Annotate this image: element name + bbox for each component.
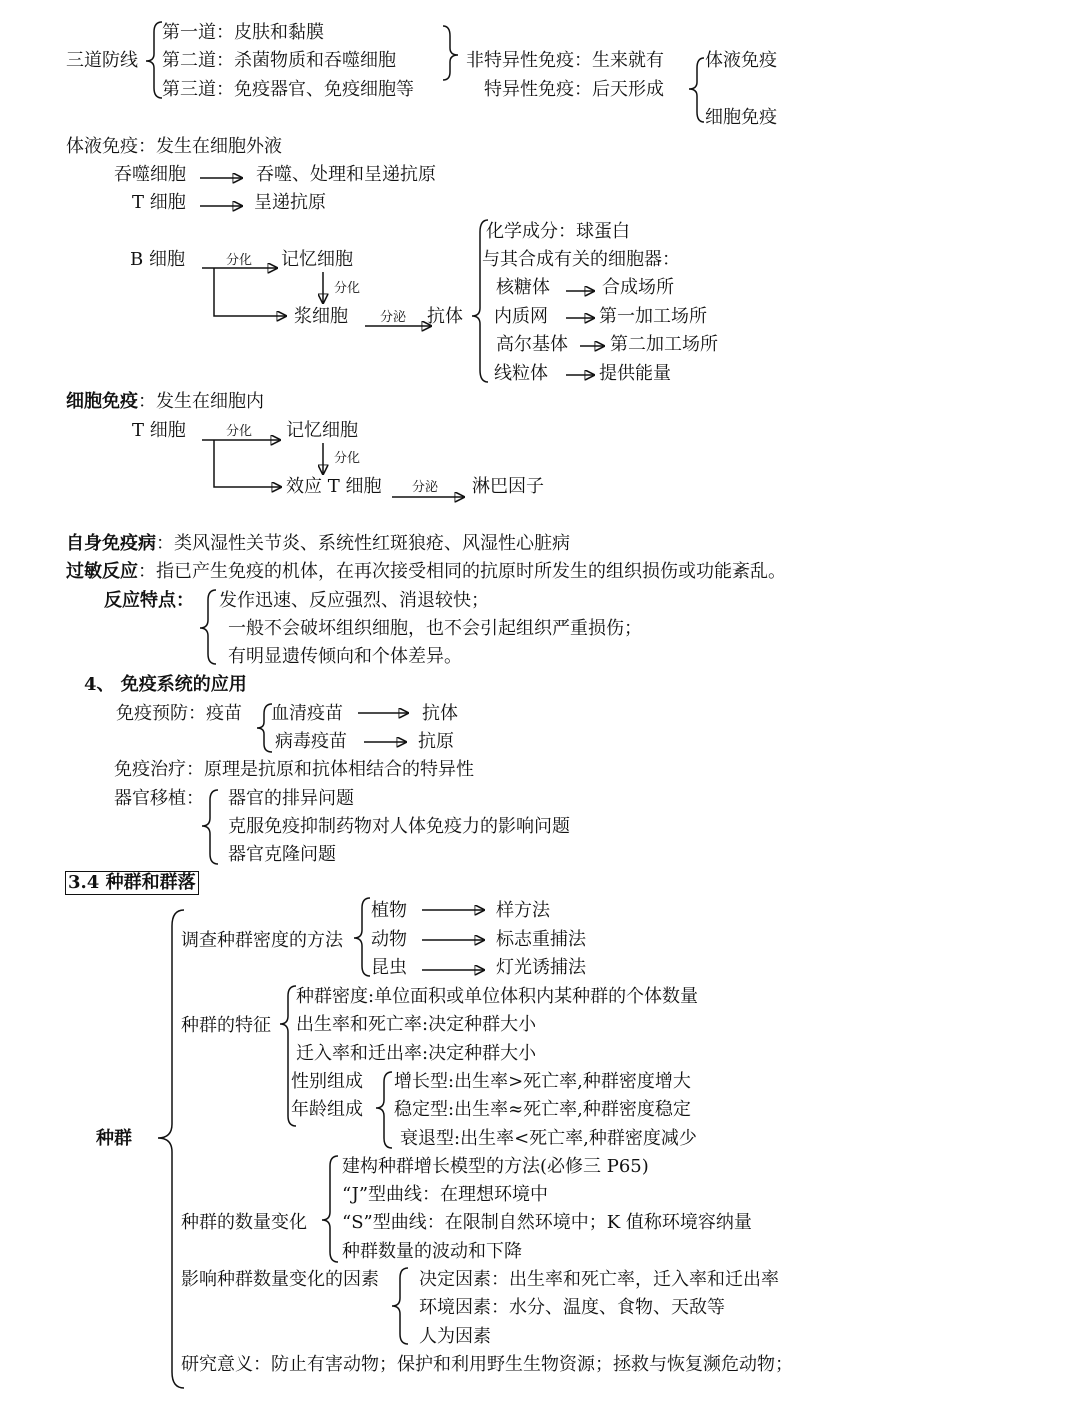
virus-to: 抗原	[418, 731, 454, 752]
humoral-branch: 体液免疫	[705, 50, 777, 71]
antibody-chem: 化学成分：球蛋白	[486, 221, 630, 242]
brace-features	[200, 590, 216, 664]
research-significance: 研究意义：防止有害动物；保护和利用野生生物资源；拯救与恢复濒危动物；	[181, 1354, 793, 1375]
serum-to: 抗体	[422, 703, 458, 724]
population-root: 种群	[96, 1128, 132, 1149]
stable-type: 稳定型:出生率≈死亡率,种群密度稳定	[394, 1099, 691, 1120]
animal: 动物	[371, 929, 407, 950]
transplant-item-2: 克服免疫抑制药物对人体免疫力的影响问题	[228, 816, 570, 837]
brace-factors	[392, 1268, 408, 1344]
application-heading: 4、 免疫系统的应用	[84, 674, 247, 695]
growth-model: 建构种群增长模型的方法(必修三 P65)	[342, 1156, 649, 1177]
golgi: 高尔基体	[496, 334, 568, 355]
allergy-text: ：指已产生免疫的机体，在再次接受相同的抗原时所发生的组织损伤或功能紊乱。	[138, 561, 786, 582]
effector-tcell: 效应 T 细胞	[286, 476, 382, 497]
antibody: 抗体	[427, 306, 463, 327]
j-curve: “J”型曲线：在理想环境中	[342, 1184, 549, 1205]
transplant-item-3: 器官克隆问题	[228, 844, 336, 865]
allergy-feature-2: 一般不会破坏组织细胞，也不会引起组织严重损伤；	[228, 618, 642, 639]
transplant-item-1: 器官的排异问题	[228, 788, 354, 809]
insect-method: 灯光诱捕法	[496, 957, 586, 978]
plasma-cell: 浆细胞	[294, 306, 348, 327]
immune-therapy: 免疫治疗：原理是抗原和抗体相结合的特异性	[114, 759, 474, 780]
survey-methods: 调查种群密度的方法	[181, 930, 343, 951]
env-factors: 环境因素：水分、温度、食物、天敌等	[419, 1297, 725, 1318]
autoimmune-label: 自身免疫病	[66, 533, 156, 554]
brace-transplant	[202, 790, 218, 864]
defense-first: 第一道：皮肤和黏膜	[162, 22, 324, 43]
nonspecific-immunity: 非特异性免疫：生来就有	[466, 50, 664, 71]
memory-cell-humoral: 记忆细胞	[281, 249, 353, 270]
transplant-label: 器官移植：	[114, 788, 204, 809]
brace-age	[376, 1072, 392, 1148]
allergy-features-label: 反应特点：	[104, 590, 194, 611]
organelles-title: 与其合成有关的细胞器：	[482, 249, 680, 270]
tcell-cellular: T 细胞	[132, 420, 186, 441]
migration: 迁入率和迁出率:决定种群大小	[296, 1043, 537, 1064]
mitochondria: 线粒体	[494, 363, 548, 384]
section-title: 3.4 种群和群落	[65, 871, 199, 895]
brace-change	[322, 1156, 338, 1262]
decline-type: 衰退型:出生率<死亡率,种群密度减少	[400, 1128, 697, 1149]
autoimmune-text: ：类风湿性关节炎、系统性红斑狼疮、风湿性心脏病	[156, 533, 570, 554]
growth-type: 增长型:出生率>死亡率,种群密度增大	[394, 1071, 691, 1092]
branch-tcell	[214, 440, 281, 487]
s-curve: “S”型曲线：在限制自然环境中；K 值称环境容纳量	[342, 1212, 752, 1233]
defense-third: 第三道：免疫器官、免疫细胞等	[162, 79, 414, 100]
serum-vaccine: 血清疫苗	[271, 703, 343, 724]
golgi-role: 第二加工场所	[610, 334, 718, 355]
ribosome: 核糖体	[496, 277, 550, 298]
phagocyte-role: 吞噬、处理和呈递抗原	[256, 164, 436, 185]
mito-role: 提供能量	[599, 363, 671, 384]
density: 种群密度:单位面积或单位体积内某种群的个体数量	[296, 986, 699, 1007]
change-factors: 影响种群数量变化的因素	[181, 1269, 379, 1290]
tcell-role: 呈递抗原	[254, 192, 326, 213]
ribosome-role: 合成场所	[602, 277, 674, 298]
brace-antibody	[472, 220, 488, 382]
age-structure: 年龄组成	[291, 1099, 363, 1120]
fluctuation: 种群数量的波动和下降	[342, 1241, 522, 1262]
brace-defense	[146, 22, 162, 98]
secrete-label-plasma: 分泌	[380, 310, 407, 325]
diff-label-t: 分化	[226, 424, 253, 439]
population-change: 种群的数量变化	[181, 1212, 307, 1233]
specific-immunity: 特异性免疫：后天形成	[484, 79, 664, 100]
brace-population	[158, 910, 184, 1388]
brace-survey	[354, 898, 370, 976]
cellular-title	[66, 391, 264, 413]
diff-label-memory-t: 分化	[334, 451, 361, 466]
phagocyte: 吞噬细胞	[114, 164, 186, 185]
allergy-feature-3: 有明显遗传倾向和个体差异。	[228, 646, 462, 667]
branch-bcell	[214, 268, 286, 316]
cellular-title-bold: 细胞免疫	[66, 391, 138, 412]
autoimmune-line	[66, 533, 570, 555]
brace-nonspecific	[443, 26, 458, 80]
defense-root: 三道防线	[66, 50, 138, 71]
bcell: B 细胞	[130, 249, 185, 270]
diff-label-memory: 分化	[334, 281, 361, 296]
human-factors: 人为因素	[419, 1326, 491, 1347]
allergy-line	[66, 561, 786, 583]
population-features: 种群的特征	[181, 1015, 271, 1036]
secrete-label-effector: 分泌	[412, 480, 439, 495]
insect: 昆虫	[371, 957, 407, 978]
decisive-factors: 决定因素：出生率和死亡率，迁入率和迁出率	[419, 1269, 779, 1290]
virus-vaccine: 病毒疫苗	[275, 731, 347, 752]
defense-second: 第二道：杀菌物质和吞噬细胞	[162, 50, 396, 71]
tcell-humoral: T 细胞	[132, 192, 186, 213]
lymphokine: 淋巴因子	[472, 476, 544, 497]
humoral-title: 体液免疫：发生在细胞外液	[66, 136, 282, 157]
prevention: 免疫预防：疫苗	[116, 703, 242, 724]
plant-method: 样方法	[496, 900, 550, 921]
plant: 植物	[371, 900, 407, 921]
er: 内质网	[494, 306, 548, 327]
allergy-feature-1: 发作迅速、反应强烈、消退较快；	[219, 590, 489, 611]
diff-label-b: 分化	[226, 253, 253, 268]
animal-method: 标志重捕法	[496, 929, 586, 950]
er-role: 第一加工场所	[599, 306, 707, 327]
birth-death: 出生率和死亡率:决定种群大小	[296, 1014, 537, 1035]
allergy-label: 过敏反应	[66, 561, 138, 582]
cellular-branch: 细胞免疫	[705, 107, 777, 128]
memory-cell-cellular: 记忆细胞	[286, 420, 358, 441]
brace-vaccine	[257, 704, 272, 752]
cellular-title-rest: ：发生在细胞内	[138, 391, 264, 412]
sex-ratio: 性别组成	[291, 1071, 363, 1092]
brace-specific	[689, 58, 704, 122]
